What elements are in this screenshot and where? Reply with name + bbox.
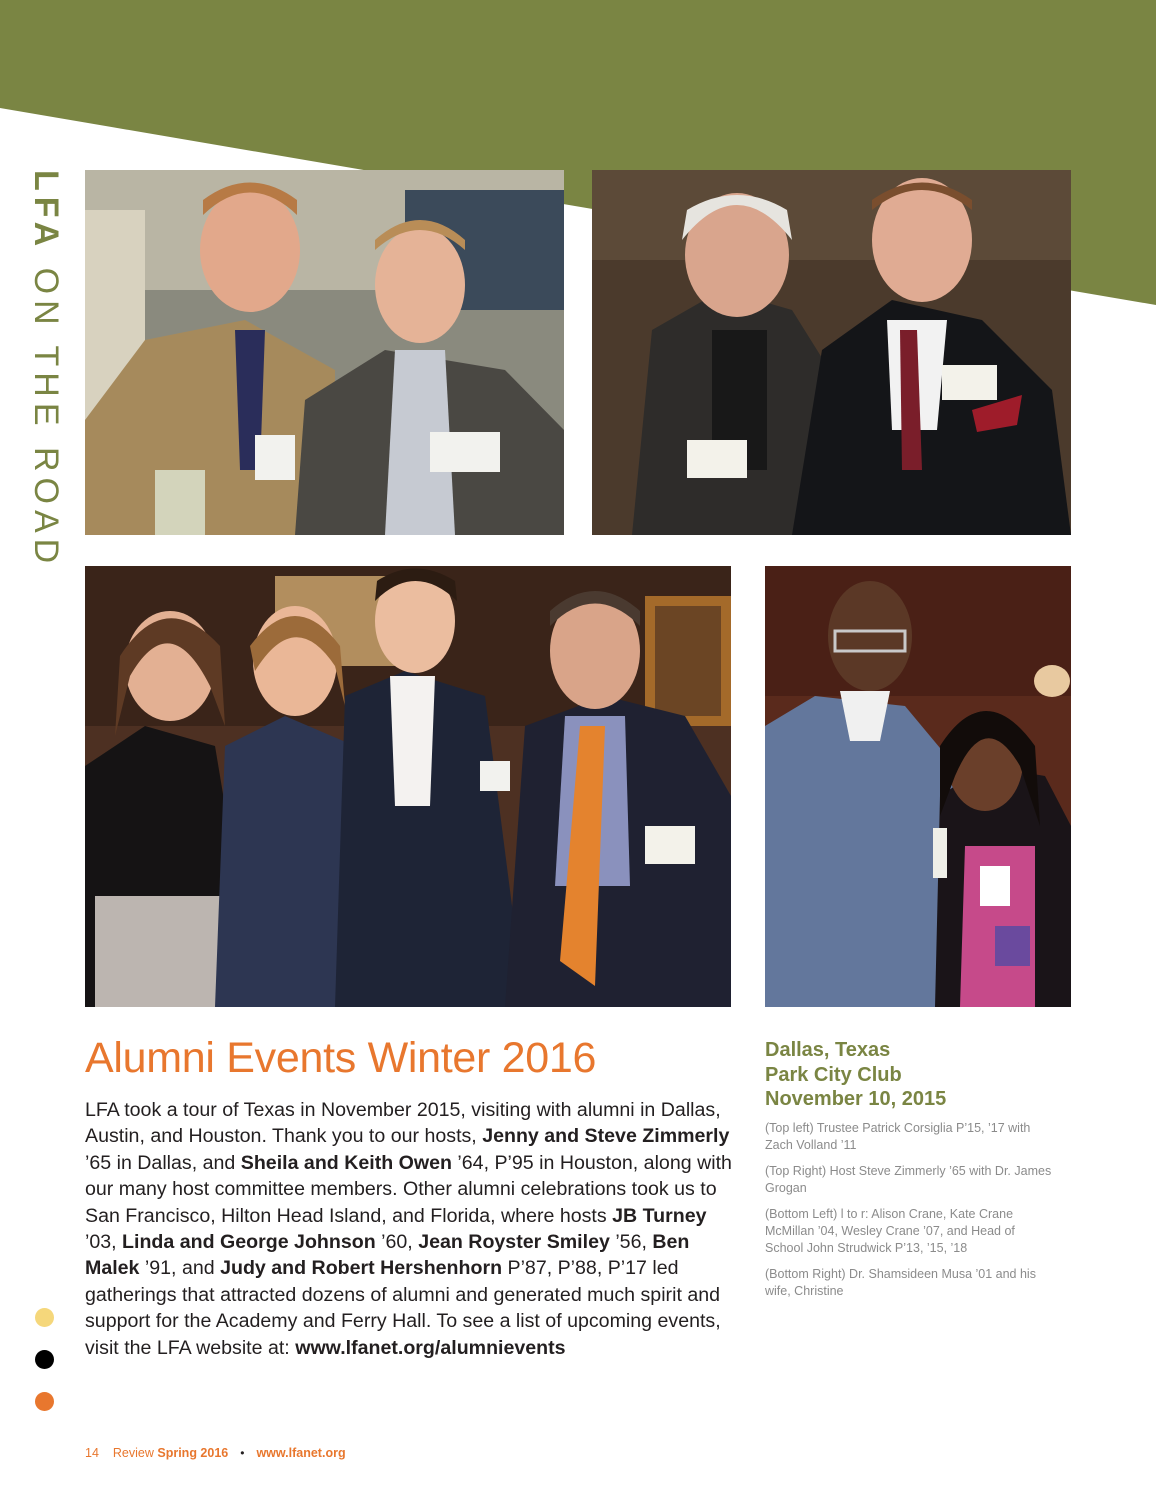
caption-bottom-right: (Bottom Right) Dr. Shamsideen Musa ’01 and his wife, Christine bbox=[765, 1267, 1036, 1298]
page-number: 14 bbox=[85, 1446, 99, 1460]
host-name: Linda and George Johnson bbox=[122, 1231, 376, 1254]
issue-label: Spring 2016 bbox=[157, 1446, 229, 1460]
section-title-rest: ON THE ROAD bbox=[27, 252, 65, 570]
section-title-bold: LFA bbox=[27, 170, 65, 253]
caption-top-left: (Top left) Trustee Patrick Corsiglia P’15, ’17 with Zach Volland ’11 bbox=[765, 1121, 1031, 1152]
article-body: LFA took a tour of Texas in November 2015, visiting with alumni in Dallas, Austin, and Houston. Thank you to our hosts, Jenny and Steve Zimmerly ’65 in Dallas, and Sheila and Keith Owen ’64, P’95 in Houston, along with our many host committee members. Other alumni celebrations took us to San Francisco, Hilton Head Island, and Florida, where hosts JB Turney ’03, Linda and George Johnson ’60, Jean Royster Smiley ’56, Ben Malek ’91, and Judy and Robert Hershenhorn P’87, P’88, P’17 led gatherings that attracted dozens of alumni and generated much spirit and support for the Academy and Ferry Hall. To see a list of upcoming events, visit the LFA website at: www.lfanet.org/alumnievents bbox=[85, 1099, 732, 1359]
page-footer bbox=[85, 1446, 346, 1460]
yellow-dot bbox=[35, 1308, 54, 1327]
alumni-events-link: www.lfanet.org/alumnievents bbox=[295, 1336, 566, 1359]
event-date: November 10, 2015 bbox=[765, 1088, 947, 1110]
host-name: Jean Royster Smiley bbox=[418, 1231, 610, 1254]
publication-name: Review bbox=[112, 1446, 158, 1460]
photo-top-left bbox=[85, 170, 564, 535]
event-heading bbox=[765, 1038, 946, 1112]
host-name: Sheila and Keith Owen bbox=[240, 1151, 452, 1174]
bullet-separator: • bbox=[240, 1446, 245, 1460]
event-venue: Park City Club bbox=[765, 1063, 902, 1086]
black-dot bbox=[35, 1350, 54, 1369]
orange-dot bbox=[35, 1392, 54, 1411]
section-title bbox=[27, 170, 67, 570]
photo-bottom-right bbox=[765, 566, 1071, 1007]
website-link[interactable]: www.lfanet.org bbox=[256, 1446, 346, 1460]
host-name: Judy and Robert Hershenhorn bbox=[220, 1257, 503, 1280]
article-headline: Alumni Events Winter 2016 bbox=[85, 1034, 597, 1082]
host-name: Jenny and Steve Zimmerly bbox=[482, 1125, 730, 1148]
photo-captions bbox=[765, 1120, 1055, 1309]
event-city: Dallas, Texas bbox=[765, 1039, 891, 1061]
photo-top-right bbox=[592, 170, 1071, 535]
host-name: Ben Malek bbox=[85, 1231, 690, 1280]
caption-bottom-left: (Bottom Left) l to r: Alison Crane, Kate Crane McMillan ’04, Wesley Crane ’07, and Head of School John Strudwick P’13, ’15, ’18 bbox=[765, 1207, 1015, 1255]
caption-top-right: (Top Right) Host Steve Zimmerly ’65 with Dr. James Grogan bbox=[765, 1164, 1052, 1195]
host-name: JB Turney bbox=[612, 1204, 707, 1227]
photo-bottom-left bbox=[85, 566, 731, 1007]
